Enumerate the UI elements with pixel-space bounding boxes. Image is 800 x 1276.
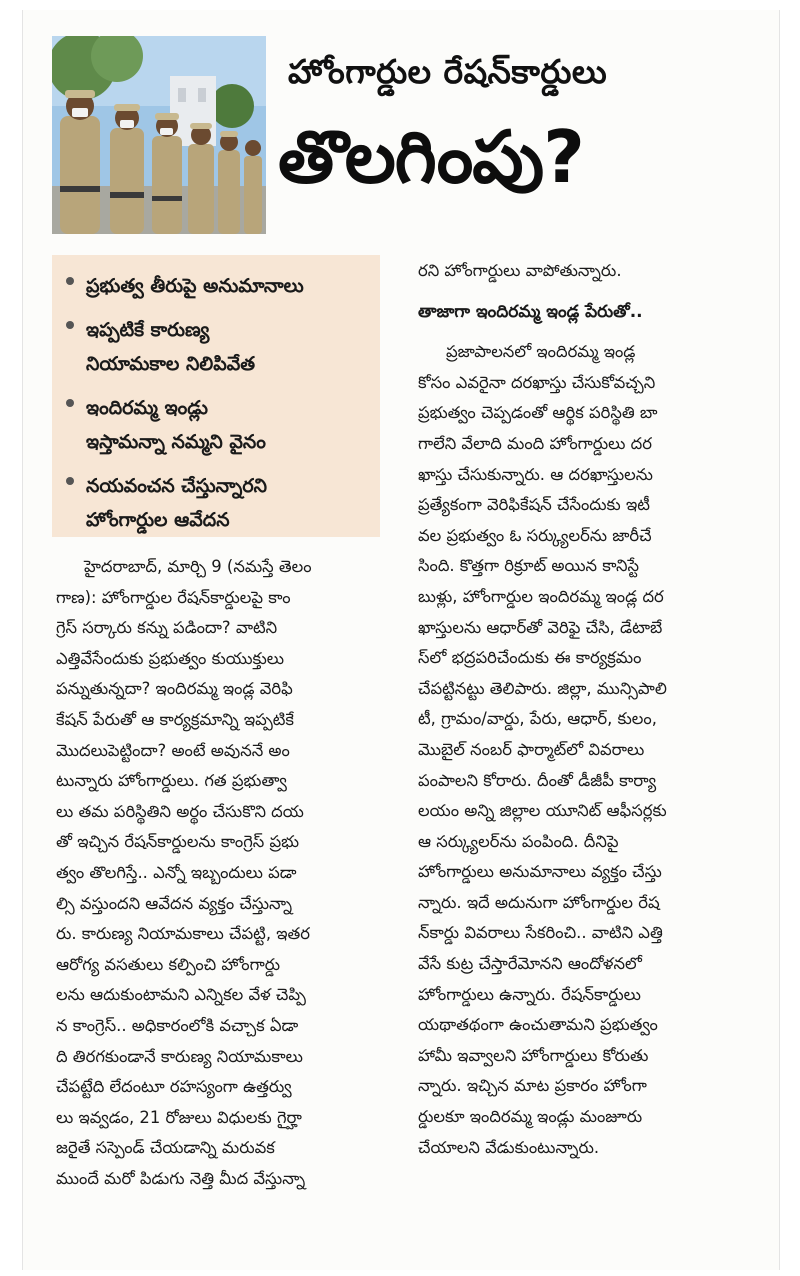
article-line: ఖాస్తులను ఆధార్‌తో వెరిఫై చేసి, డేటాబే [418,617,663,637]
article-line: న్‌కార్డు వివరాలు సేకరించి.. వాటిని ఎత్తి [418,923,663,943]
highlight-item [64,313,370,381]
article-line: ర్డులకూ ఇందిరమ్మ ఇండ్లు మంజూరు [418,1107,643,1127]
article-line: ఆ సర్క్యులర్‌ను పంపింది. దీనిపై [418,831,619,851]
article-line: హామీ ఇవ్వాలని హోంగార్డులు కోరుతు [418,1045,649,1065]
article-line: ది తిరగకుండానే కారుణ్య నియామకాలు [56,1046,303,1066]
article-line: సింది. కొత్తగా రిక్రూట్ అయిన కానిస్టే [418,556,639,576]
article-line: పంపాలని కోరారు. దీంతో డీజీపీ కార్యా [418,770,657,790]
article-line: చేపట్టేది లేదంటూ రహస్యంగా ఉత్తర్వు [56,1077,292,1097]
article-line: స్‌లో భద్రపరిచేందుకు ఈ కార్యక్రమం [418,648,642,668]
bullet-icon [66,321,74,329]
highlight-line: ఇందిరమ్మ ఇండ్లు [86,397,208,419]
bullet-icon [66,399,74,407]
article-line: చేపట్టినట్టు తెలిపారు. జిల్లా, మున్సిపాలి [418,678,667,698]
article-line: హోంగార్డులు ఉన్నారు. రేషన్‌కార్డులు [418,984,641,1004]
highlight-item [64,391,370,459]
main-headline: తొలగింపు? [278,115,584,199]
highlight-line: ఇస్తామన్నా నమ్మని వైనం [86,431,266,453]
article-line: మొబైల్ నంబర్ ఫార్మాట్‌లో వివరాలు [418,739,645,759]
highlight-line: నయవంచన చేస్తున్నారని [86,475,267,497]
article-line: ఆరోగ్య వసతులు కల్పించి హోంగార్డు [56,954,281,974]
article-line: గాలేని వేలాది మంది హోంగార్డులు దర [418,433,652,453]
article-line: మొదలుపెట్టిందా? అంటే అవుననే అం [56,740,290,760]
article-line: లను ఆదుకుంటామని ఎన్నికల వేళ చెప్పి [56,985,306,1005]
police-parade-photo [52,36,266,234]
highlights-box [52,255,380,537]
article-line: ల్సి వస్తుందని ఆవేదన వ్యక్తం చేస్తున్నా [56,893,293,913]
article-line: ఎత్తివేసేందుకు ప్రభుత్వం కుయుక్తులు [56,648,285,668]
kicker-headline: హోంగార్డుల రేషన్‌కార్డులు [288,52,608,91]
highlight-line: నియామకాల నిలిపివేత [86,353,256,375]
article-line: లు ఇవ్వడం, 21 రోజులు విధులకు గైర్హా [56,1107,302,1127]
article-line: కేషన్ పేరుతో ఆ కార్యక్రమాన్ని ఇప్పటికే [56,709,294,729]
article-line: లు తమ పరిస్థితిని అర్థం చేసుకొని దయ [56,801,304,821]
article-line: తో ఇచ్చిన రేషన్‌కార్డులను కాంగ్రెస్ ప్రభు [56,832,300,852]
article-line: ప్రజాపాలనలో ఇందిరమ్మ ఇండ్ల [446,342,636,362]
article-line: రు. కారుణ్య నియామకాలు చేపట్టి, ఇతర [56,924,311,944]
article-line: ఖాస్తు చేసుకున్నారు. ఆ దరఖాస్తులను [418,464,653,484]
highlight-item [64,469,370,537]
article-line: ప్రభుత్వం చెప్పడంతో ఆర్థిక పరిస్థితి బా [418,403,658,423]
article-line: న కాంగ్రెస్.. అధికారంలోకి వచ్చాక ఏడా [56,1015,299,1035]
article-right-column [418,256,754,1163]
highlight-line: ఇప్పటికే కారుణ్య [86,319,210,341]
article-line: న్నారు. ఇదే అదునుగా హోంగార్డుల రేష [418,892,660,912]
bullet-icon [66,477,74,485]
article-line: పన్నుతున్నదా? ఇందిరమ్మ ఇండ్ల వెరిఫి [56,679,293,699]
article-line: న్నారు. ఇచ్చిన మాట ప్రకారం హోంగా [418,1076,647,1096]
article-line: లయం అన్ని జిల్లాల యూనిట్ ఆఫీసర్లకు [418,801,667,821]
article-line: గ్రెస్ సర్కారు కన్ను పడిందా? వాటిని [56,618,278,638]
section-subheading: తాజాగా ఇందిరమ్మ ఇండ్ల పేరుతో.. [418,301,643,322]
article-line: ముందే మరో పిడుగు నెత్తి మీద వేస్తున్నా [56,1168,306,1188]
article-line: చేయాలని వేడుకుంటున్నారు. [418,1137,600,1157]
article-line: త్వం తొలగిస్తే.. ఎన్నో ఇబ్బందులు పడా [56,862,297,882]
police-parade-image [52,36,266,234]
article-line: బుళ్లు, హోంగార్డుల ఇందిరమ్మ ఇండ్ల దర [418,586,664,606]
article-line: టున్నారు హోంగార్డులు. గత ప్రభుత్వా [56,771,287,791]
article-line: వేసే కుట్ర చేస్తారేమోనని ఆందోళనలో [418,954,642,974]
article-line: హైదరాబాద్, మార్చి 9 (నమస్తే తెలం [84,557,312,576]
article-line: గాణ): హోంగార్డుల రేషన్‌కార్డులపై కాం [56,587,291,607]
article-left-column [56,552,384,1194]
article-line: యథాతథంగా ఉంచుతామని ప్రభుత్వం [418,1015,658,1035]
article-line: హోంగార్డులు అనుమానాలు వ్యక్తం చేస్తు [418,862,662,882]
highlight-item [64,269,370,303]
article-line: ప్రత్యేకంగా వెరిఫికేషన్ చేసేందుకు ఇటీ [418,495,650,515]
article-line: కోసం ఎవరైనా దరఖాస్తు చేసుకోవచ్చని [418,372,656,392]
article-line: వల ప్రభుత్వం ఓ సర్క్యులర్‌ను జారీచే [418,525,652,545]
highlight-line: ప్రభుత్వ తీరుపై అనుమానాలు [86,275,304,297]
highlight-line: హోంగార్డుల ఆవేదన [86,509,230,531]
bullet-icon [66,277,74,285]
article-line: టీ, గ్రామం/వార్డు, పేరు, ఆధార్, కులం, [418,709,657,729]
article-line: జరైతే సస్పెండ్ చేయడాన్ని మరువక [56,1138,275,1158]
article-line: రని హోంగార్డులు వాపోతున్నారు. [418,261,622,280]
